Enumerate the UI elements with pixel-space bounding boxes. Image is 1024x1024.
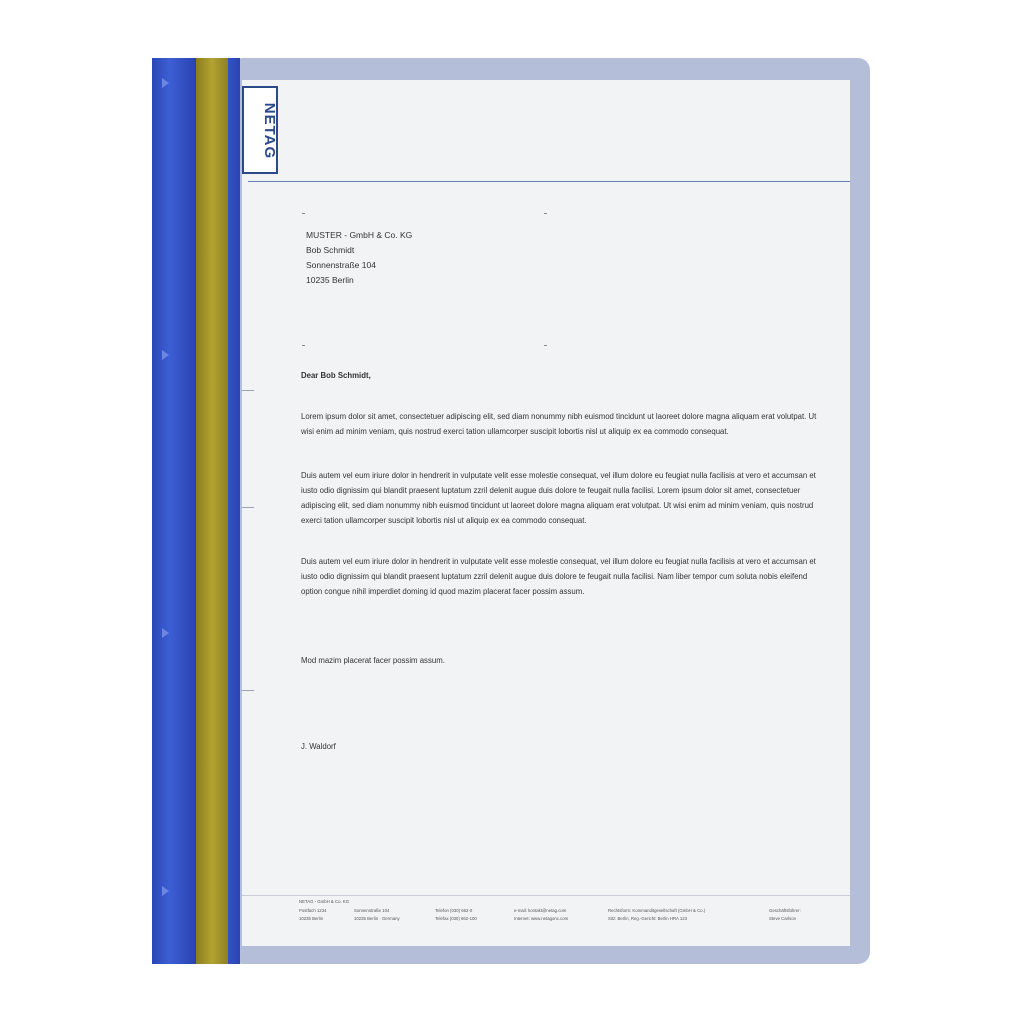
- address-window-mark: [302, 213, 305, 214]
- folder-spine: [152, 58, 196, 964]
- spine-notch: [162, 628, 169, 638]
- binding-strip-edge: [228, 58, 240, 964]
- binding-strip: [196, 58, 228, 964]
- footer-text: Telefax (030) 662-100: [435, 916, 477, 921]
- company-logo: [242, 86, 278, 174]
- recipient-street: Sonnenstraße 104: [306, 260, 376, 270]
- fold-mark: [242, 390, 254, 391]
- footer-company: NETAG - GmbH & Co. KG: [299, 899, 350, 904]
- footer-text: Telefon (030) 662-0: [435, 908, 473, 913]
- footer-text: e-mail: kontakt@netag.com: [514, 908, 567, 913]
- fold-mark: [242, 690, 254, 691]
- footer-text: Internet: www.netagonc.com: [514, 916, 569, 921]
- footer-text: Sitz: Berlin, Reg.-Gericht: Berlin HRA 123: [608, 916, 688, 921]
- salutation: Dear Bob Schmidt,: [301, 371, 371, 380]
- closing-line: Mod mazim placerat facer possim assum.: [301, 656, 445, 665]
- signature: J. Waldorf: [301, 742, 336, 751]
- recipient-city: 10235 Berlin: [306, 275, 354, 285]
- address-window-mark: [302, 345, 305, 346]
- footer-text: Steve Carlson: [769, 916, 796, 921]
- footer-text: Rechtsform: Kommanditgesellschaft (GmbH & Co.): [608, 908, 706, 913]
- spine-notch: [162, 350, 169, 360]
- punch-mark: [242, 507, 254, 508]
- footer-text: Postfach 1234: [299, 908, 327, 913]
- spine-notch: [162, 886, 169, 896]
- letter-paragraph: Duis autem vel eum iriure dolor in hendrerit in vulputate velit esse molestie consequat, vel illum dolore eu feugiat nulla facilisis at vero et accumsan et iusto odio dignissim qui blandit praesent luptatum zzril delenit augue duis dolore te feugait nulla facilisi. Lorem ipsum dolor sit amet, consectetuer adipiscing elit, sed diam nonummy nibh euismod tincidunt ut laoreet dolore magna aliquam erat volutpat. Ut wisi enim ad minim veniam, quis nostrud exerci tation ullamcorper suscipit lobortis nisl ut aliquip ex ea commodo consequat.: [301, 471, 816, 525]
- spine-notch: [162, 78, 169, 88]
- footer-text: 10235 Berlin: [299, 916, 324, 921]
- footer-text: 10235 Berlin · Germany: [354, 916, 400, 921]
- letter-paragraph: Duis autem vel eum iriure dolor in hendrerit in vulputate velit esse molestie consequat, vel illum dolore eu feugiat nulla facilisis at vero et accumsan et iusto odio dignissim qui blandit praesent luptatum zzril delenit augue duis dolore te feugait nulla facilisi. Nam liber tempor cum soluta nobis eleifend option congue nihil imperdiet doming id quod mazim placerat facer possim assum.: [301, 557, 816, 596]
- letter-page: [242, 80, 850, 946]
- recipient-company: MUSTER - GmbH & Co. KG: [306, 230, 413, 240]
- footer-text: Geschäftsführer:: [769, 908, 801, 913]
- header-divider: [248, 181, 850, 182]
- address-window-mark: [544, 345, 547, 346]
- logo-text: NETAG: [261, 102, 278, 160]
- recipient-name: Bob Schmidt: [306, 245, 355, 255]
- footer-text: Sonnenstraße 104: [354, 908, 390, 913]
- recipient-address: [306, 228, 412, 288]
- footer-divider: [242, 895, 850, 896]
- address-window-mark: [544, 213, 547, 214]
- letter-paragraph: Lorem ipsum dolor sit amet, consectetuer adipiscing elit, sed diam nonummy nibh euismod tincidunt ut laoreet dolore magna aliquam erat volutpat. Ut wisi enim ad minim veniam, quis nostrud exerci tation ullamcorper suscipit lobortis nisl ut aliquip ex ea commodo consequat.: [301, 412, 817, 436]
